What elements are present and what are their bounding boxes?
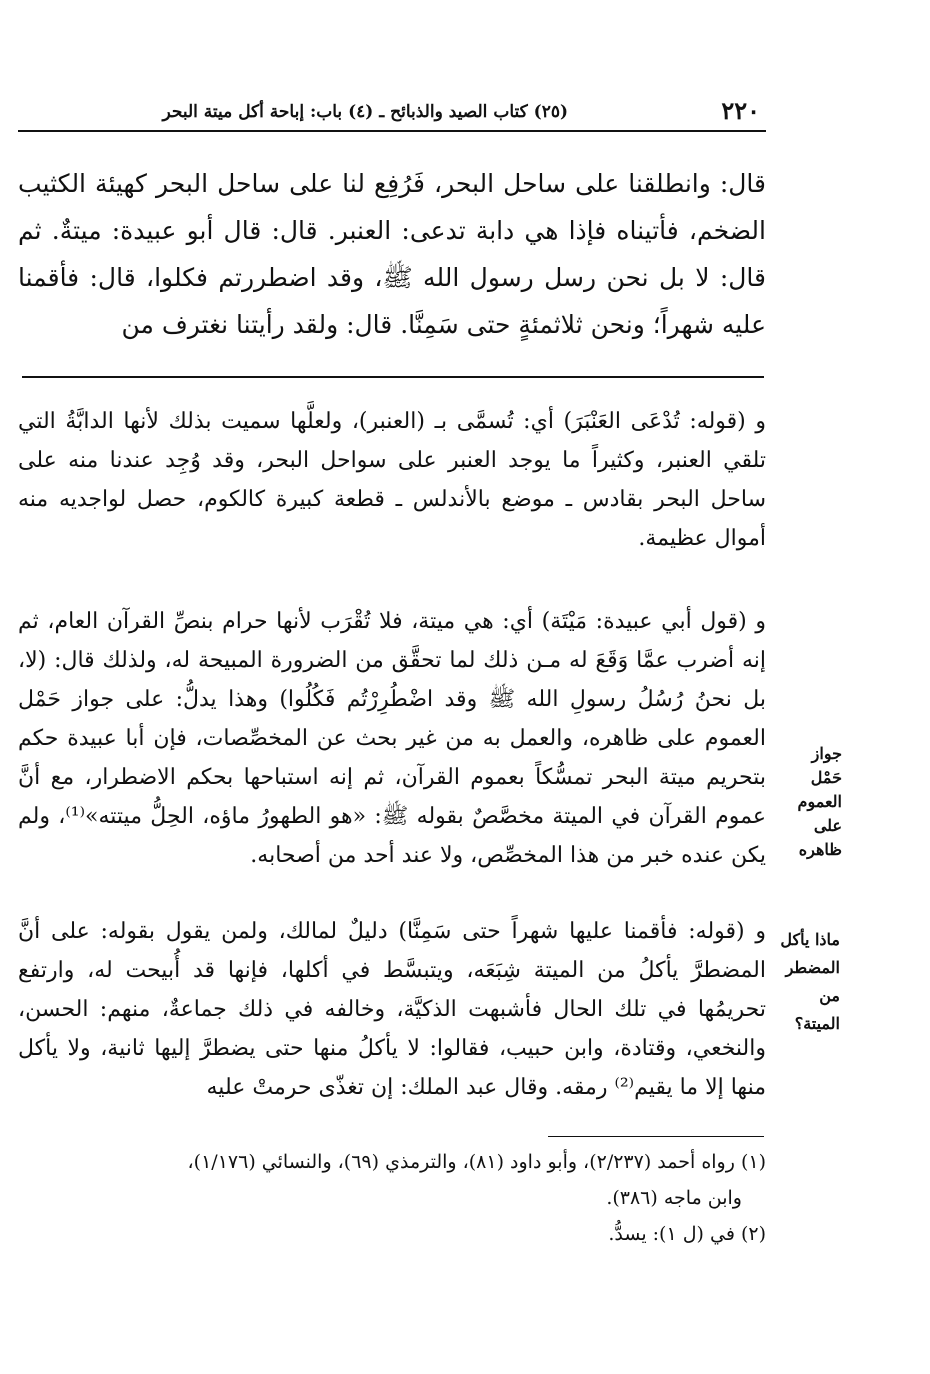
footnotes — [18, 1144, 766, 1252]
hadith-text: قال: وانطلقنا على ساحل البحر، فَرُفِع لنا على ساحل البحر كهيئة الكثيب الضخم، فأتيناه فإذا هي دابة تدعى: العنبر. قال: قال أبو عبيدة: ميتةٌ. ثم قال: لا بل نحن رسل رسول الله ﷺ، وقد اضطررتم فكلوا، قال: فأقمنا عليه شهراً؛ ونحن ثلاثمئةٍ حتى سَمِنَّا. قال: ولقد رأيتنا نغترف من — [18, 169, 766, 339]
commentary-text: و (قوله: فأقمنا عليها شهراً حتى سَمِنَّا) دليلٌ لمالك، ولمن يقول بقوله: على أنَّ المضطرَّ يأكلُ من الميتة شِبَعَه، ويتبسَّط في أكلها، فإنها قد أُبيحت له، وارتفع تحريمُها في تلك الحال فأشبهت الذكيَّة، وخالفه في ذلك جماعةٌ، منهم: الحسن، والنخعي، وقتادة، وابن حبيب، فقالوا: لا يأكلُ منها حتى يضطرَّ إليها ثانية، ولا يأكل منها إلا ما يقيم⁽²⁾ رمقه. وقال عبد الملك: إن تغذّى حرمتْ عليه — [18, 919, 766, 1100]
margin-note-1: جواز حَمْل العموم على ظاهره — [797, 744, 842, 859]
commentary-paragraph-3 — [18, 912, 766, 1107]
footnote-1: (١) رواه أحمد (٢/٢٣٧)، وأبو داود (٨١)، والترمذي (٦٩)، والنسائي (١/١٧٦)، — [187, 1151, 766, 1173]
running-title: (٢٥) كتاب الصيد والذبائح ـ (٤) باب: إباحة أكل ميتة البحر — [162, 102, 568, 122]
commentary-text: و (قوله: تُدْعَى العَنْبَرَ) أي: تُسمَّى بـ (العنبر)، ولعلَّها سميت بذلك لأنها الدابَّةُ التي تلقي العنبر، وكثيراً ما يوجد العنبر على سواحل البحر، وقد وُجِد عندنا منه على ساحل البحر بقادس ـ موضع بالأندلس ـ قطعة كبيرة كالكوم، حصل لواجديه منه أموال عظيمة. — [18, 409, 766, 551]
footnote-divider — [548, 1136, 764, 1137]
commentary-paragraph-1 — [18, 402, 766, 558]
commentary-paragraph-2 — [18, 602, 766, 875]
margin-note-2: ماذا يأكل المضطر من الميتة؟ — [780, 930, 840, 1033]
page-header — [18, 94, 766, 132]
footnote-1-continued: وابن ماجه (٣٨٦). — [606, 1187, 742, 1209]
section-divider — [22, 376, 764, 378]
page-number: ٢٢٠ — [721, 96, 760, 125]
footnote-2: (٢) في (ل ١): يسدُّ. — [608, 1223, 766, 1245]
commentary-text: و (قول أبي عبيدة: مَيْتَة) أي: هي ميتة، فلا تُقْرَب لأنها حرام بنصِّ القرآن العام، ثم إنه أضرب عمَّا وَقَعَ له مـن ذلك لما تحقَّق من الضرورة المبيحة له، ولذلك قال: (لا، بل نحنُ رُسُلُ رسولِ الله ﷺ وقد اضْطُرِرْتُم فَكُلُوا) وهذا يدلُّ: على جواز حَمْل العموم على ظاهره، والعمل به من غير بحث عن المخصِّصات، فإن أبا عبيدة حكم بتحريم ميتة البحر تمسُّكاً بعموم القرآن، ثم إنه استباحها بحكم الاضطرار، مع أنَّ عموم القرآن في الميتة مخصَّصٌ بقوله ﷺ: «هو الطهورُ ماؤه، الحِلُّ ميتته»⁽¹⁾، ولم يكن عنده خبر من هذا المخصِّص، ولا عند أحد من أصحابه. — [18, 609, 767, 868]
